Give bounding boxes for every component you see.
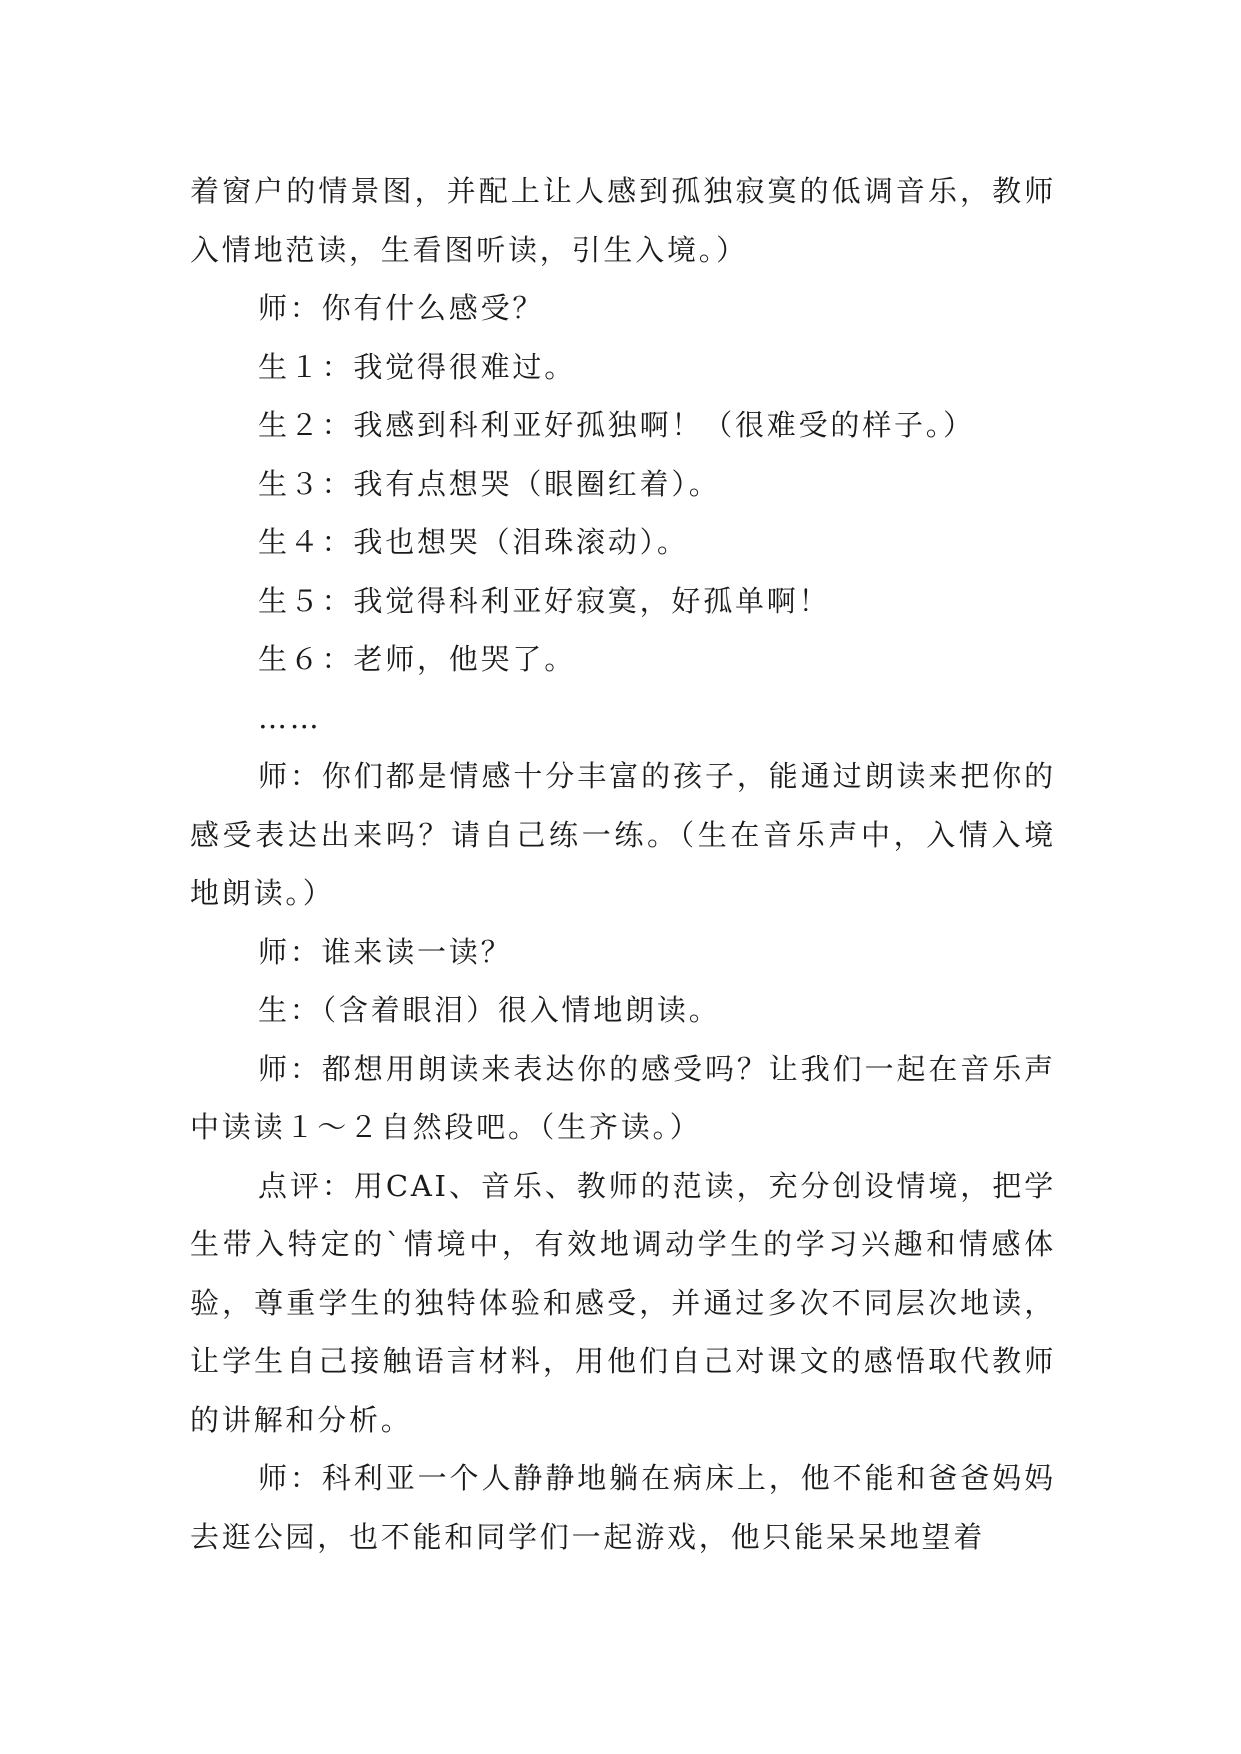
paragraph-teacher-who-reads: 师：谁来读一读？	[258, 934, 513, 969]
paragraph-scene-description: 着窗户的情景图，并配上让人感到孤独寂寞的低调音乐，教师入情地范读，生看图听读，引生入境。）	[190, 174, 1056, 267]
paragraph-student-6: 生６：老师，他哭了。	[258, 642, 577, 676]
paragraph-student-3: 生３：我有点想哭（眼圈红着）。	[258, 466, 721, 501]
paragraph-teacher-question: 师：你有什么感受？	[258, 291, 545, 325]
paragraph-student-4: 生４：我也想哭（泪珠滚动）。	[258, 525, 689, 559]
document-body	[190, 162, 1056, 1566]
paragraph-student-reads: 生：（含着眼泪）很入情地朗读。	[258, 993, 721, 1027]
paragraph-teacher-group-read: 师：都想用朗读来表达你的感受吗？让我们一起在音乐声中读读１～２自然段吧。（生齐读。）	[190, 1051, 1056, 1144]
paragraph-commentary: 点评：用CAI、音乐、教师的范读，充分创设情境，把学生带入特定的`情境中，有效地调动学生的学习兴趣和情感体验，尊重学生的独特体验和感受，并通过多次不同层次地读，让学生自己接触语言材料，用他们自己对课文的感悟取代教师的讲解和分析。	[190, 1168, 1056, 1437]
paragraph-teacher-narration: 师：科利亚一个人静静地躺在病床上，他不能和爸爸妈妈去逛公园，也不能和同学们一起游戏，他只能呆呆地望着	[190, 1461, 1056, 1554]
paragraph-student-1: 生１：我觉得很难过。	[258, 349, 577, 384]
paragraph-student-5: 生５：我觉得科利亚好寂寞，好孤单啊！	[258, 583, 831, 618]
paragraph-student-2: 生２：我感到科利亚好孤独啊！（很难受的样子。）	[258, 408, 975, 442]
paragraph-teacher-praise: 师：你们都是情感十分丰富的孩子，能通过朗读来把你的感受表达出来吗？请自己练一练。（生在音乐声中，入情入境地朗读。）	[190, 759, 1056, 910]
paragraph-ellipsis: ……	[258, 700, 322, 735]
